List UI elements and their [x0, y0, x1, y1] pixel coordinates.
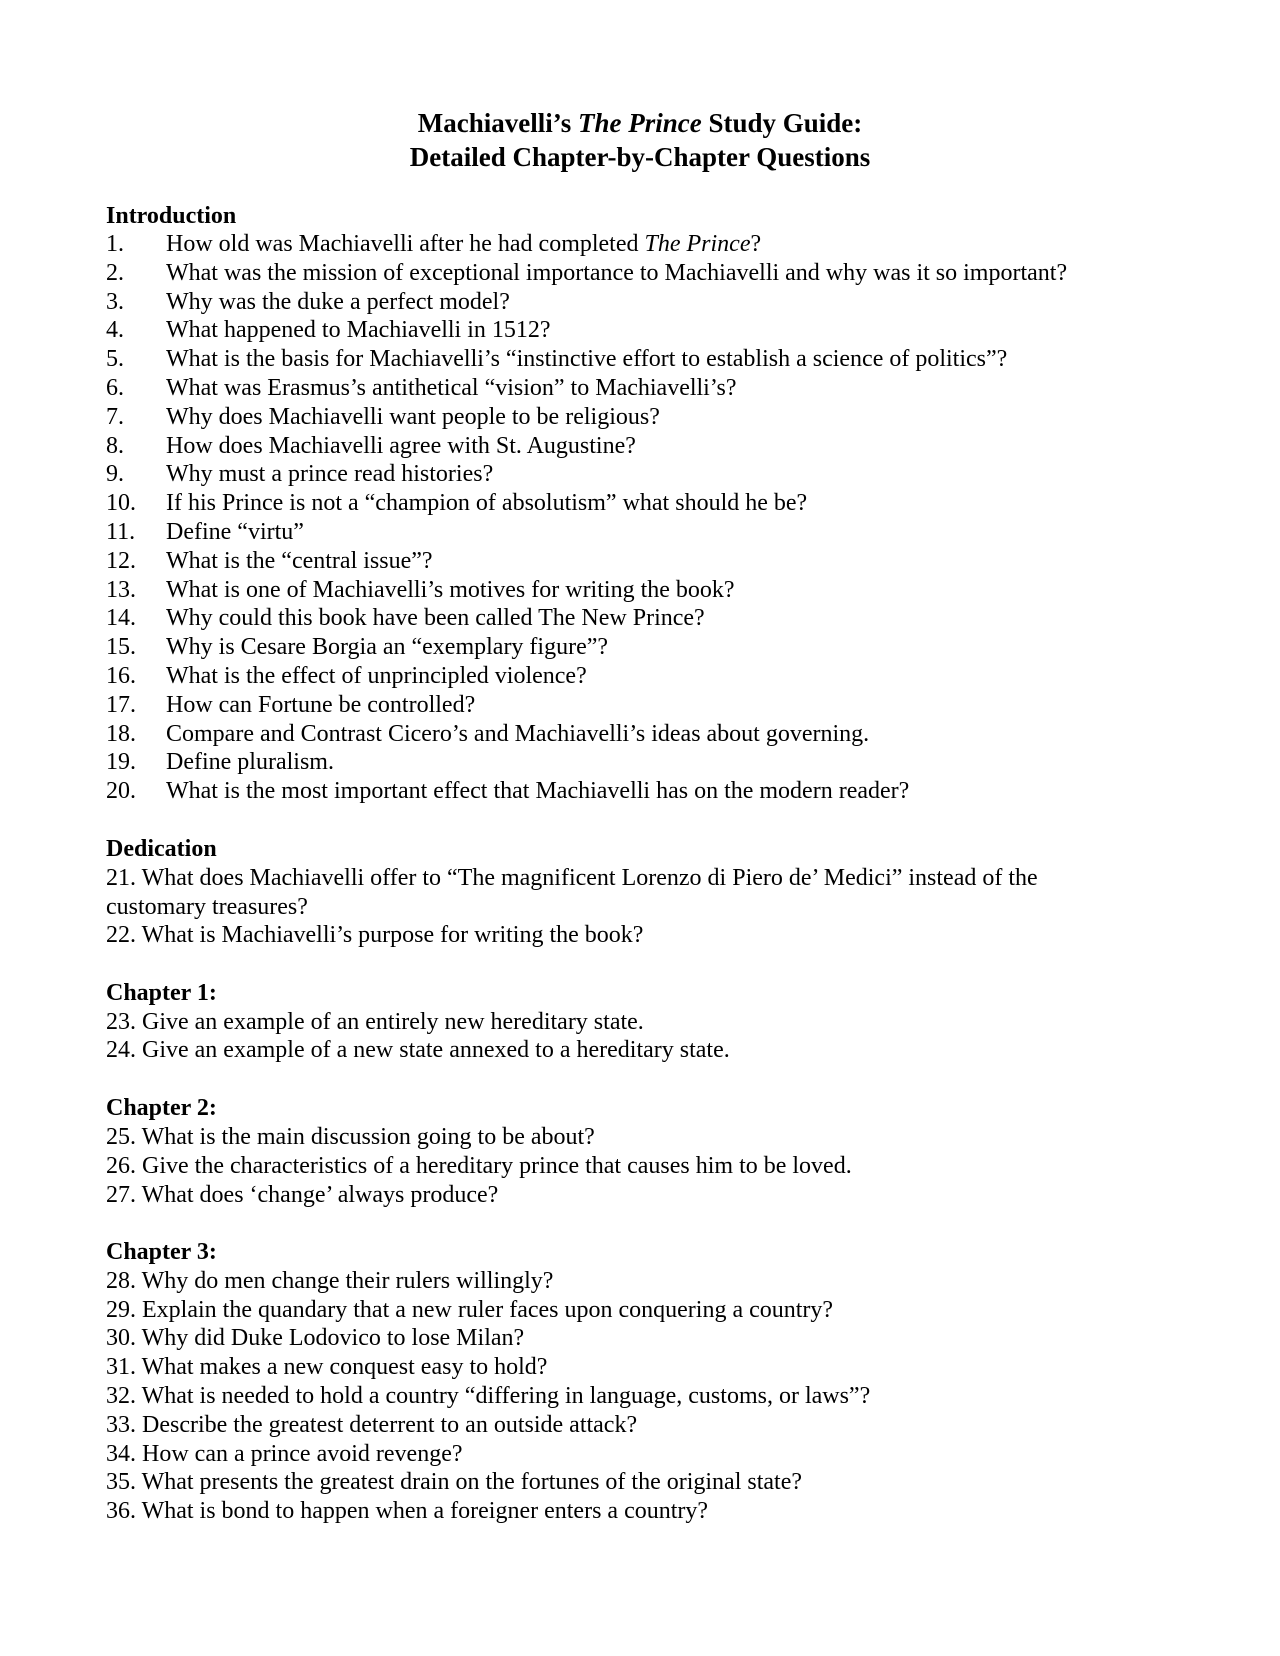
- question-text: How can Fortune be controlled?: [166, 692, 476, 718]
- question-text: What is the basis for Machiavelli’s “instinctive effort to establish a science of politics”?: [166, 346, 1008, 372]
- question-line: 30. Why did Duke Lodovico to lose Milan?: [106, 1325, 525, 1351]
- question-line: customary treasures?: [106, 894, 308, 920]
- section-heading-chapter-3: Chapter 3:: [106, 1239, 217, 1265]
- question-line: 26. Give the characteristics of a hereditary prince that causes him to be loved.: [106, 1153, 852, 1179]
- section-heading-chapter-2: Chapter 2:: [106, 1095, 217, 1121]
- question-text: Why could this book have been called The New Prince?: [166, 605, 705, 631]
- question-number: 7.: [106, 404, 124, 430]
- question-number: 20.: [106, 778, 136, 804]
- question-text: What was the mission of exceptional importance to Machiavelli and why was it so important?: [166, 260, 1068, 286]
- question-line: 23. Give an example of an entirely new hereditary state.: [106, 1009, 644, 1035]
- question-line: 36. What is bond to happen when a foreigner enters a country?: [106, 1498, 709, 1524]
- section-heading-introduction: Introduction: [106, 203, 237, 229]
- question-number: 6.: [106, 375, 124, 401]
- question-number: 15.: [106, 634, 136, 660]
- question-text: Define “virtu”: [166, 519, 304, 545]
- question-text: How old was Machiavelli after he had completed The Prince?: [166, 231, 762, 257]
- question-number: 10.: [106, 490, 136, 516]
- title-part-b: Study Guide:: [701, 108, 863, 138]
- question-line: 29. Explain the quandary that a new ruler faces upon conquering a country?: [106, 1297, 834, 1323]
- question-line: 32. What is needed to hold a country “differing in language, customs, or laws”?: [106, 1383, 871, 1409]
- question-line: 35. What presents the greatest drain on the fortunes of the original state?: [106, 1469, 802, 1495]
- question-number: 19.: [106, 749, 136, 775]
- question-line: 21. What does Machiavelli offer to “The magnificent Lorenzo di Piero de’ Medici” instead of the: [106, 865, 1038, 891]
- question-text: How does Machiavelli agree with St. Augustine?: [166, 433, 636, 459]
- question-number: 17.: [106, 692, 136, 718]
- question-number: 16.: [106, 663, 136, 689]
- question-text: What is the effect of unprincipled violence?: [166, 663, 587, 689]
- question-text: What is the most important effect that Machiavelli has on the modern reader?: [166, 778, 910, 804]
- document-title-line-1: [0, 106, 1280, 140]
- question-line: 31. What makes a new conquest easy to hold?: [106, 1354, 548, 1380]
- question-line: 22. What is Machiavelli’s purpose for writing the book?: [106, 922, 644, 948]
- question-line: 34. How can a prince avoid revenge?: [106, 1441, 463, 1467]
- question-text: Why is Cesare Borgia an “exemplary figure”?: [166, 634, 609, 660]
- question-text: Why was the duke a perfect model?: [166, 289, 510, 315]
- question-number: 18.: [106, 721, 136, 747]
- question-text: What was Erasmus’s antithetical “vision” to Machiavelli’s?: [166, 375, 737, 401]
- title-book-name: The Prince: [577, 108, 702, 138]
- question-line: 27. What does ‘change’ always produce?: [106, 1182, 499, 1208]
- question-line: 28. Why do men change their rulers willingly?: [106, 1268, 554, 1294]
- question-text: If his Prince is not a “champion of absolutism” what should he be?: [166, 490, 808, 516]
- question-text: Why must a prince read histories?: [166, 461, 494, 487]
- question-text: Why does Machiavelli want people to be religious?: [166, 404, 660, 430]
- question-number: 9.: [106, 461, 124, 487]
- question-number: 11.: [106, 519, 136, 545]
- question-text: What happened to Machiavelli in 1512?: [166, 317, 551, 343]
- question-number: 12.: [106, 548, 136, 574]
- question-text: What is the “central issue”?: [166, 548, 433, 574]
- question-line: 24. Give an example of a new state annexed to a hereditary state.: [106, 1037, 730, 1063]
- question-number: 4.: [106, 317, 124, 343]
- document-title-line-2: Detailed Chapter-by-Chapter Questions: [409, 142, 871, 172]
- question-text: Define pluralism.: [166, 749, 334, 775]
- question-number: 8.: [106, 433, 124, 459]
- question-text: Compare and Contrast Cicero’s and Machiavelli’s ideas about governing.: [166, 721, 870, 747]
- question-number: 5.: [106, 346, 124, 372]
- question-number: 3.: [106, 289, 124, 315]
- question-line: 25. What is the main discussion going to be about?: [106, 1124, 595, 1150]
- question-number: 2.: [106, 260, 124, 286]
- section-heading-dedication: Dedication: [106, 836, 217, 862]
- question-text: What is one of Machiavelli’s motives for writing the book?: [166, 577, 735, 603]
- question-number: 14.: [106, 605, 136, 631]
- question-number: 1.: [106, 231, 124, 257]
- title-part-a: Machiavelli’s: [417, 108, 578, 138]
- question-number: 13.: [106, 577, 136, 603]
- section-heading-chapter-1: Chapter 1:: [106, 980, 217, 1006]
- question-line: 33. Describe the greatest deterrent to an outside attack?: [106, 1412, 638, 1438]
